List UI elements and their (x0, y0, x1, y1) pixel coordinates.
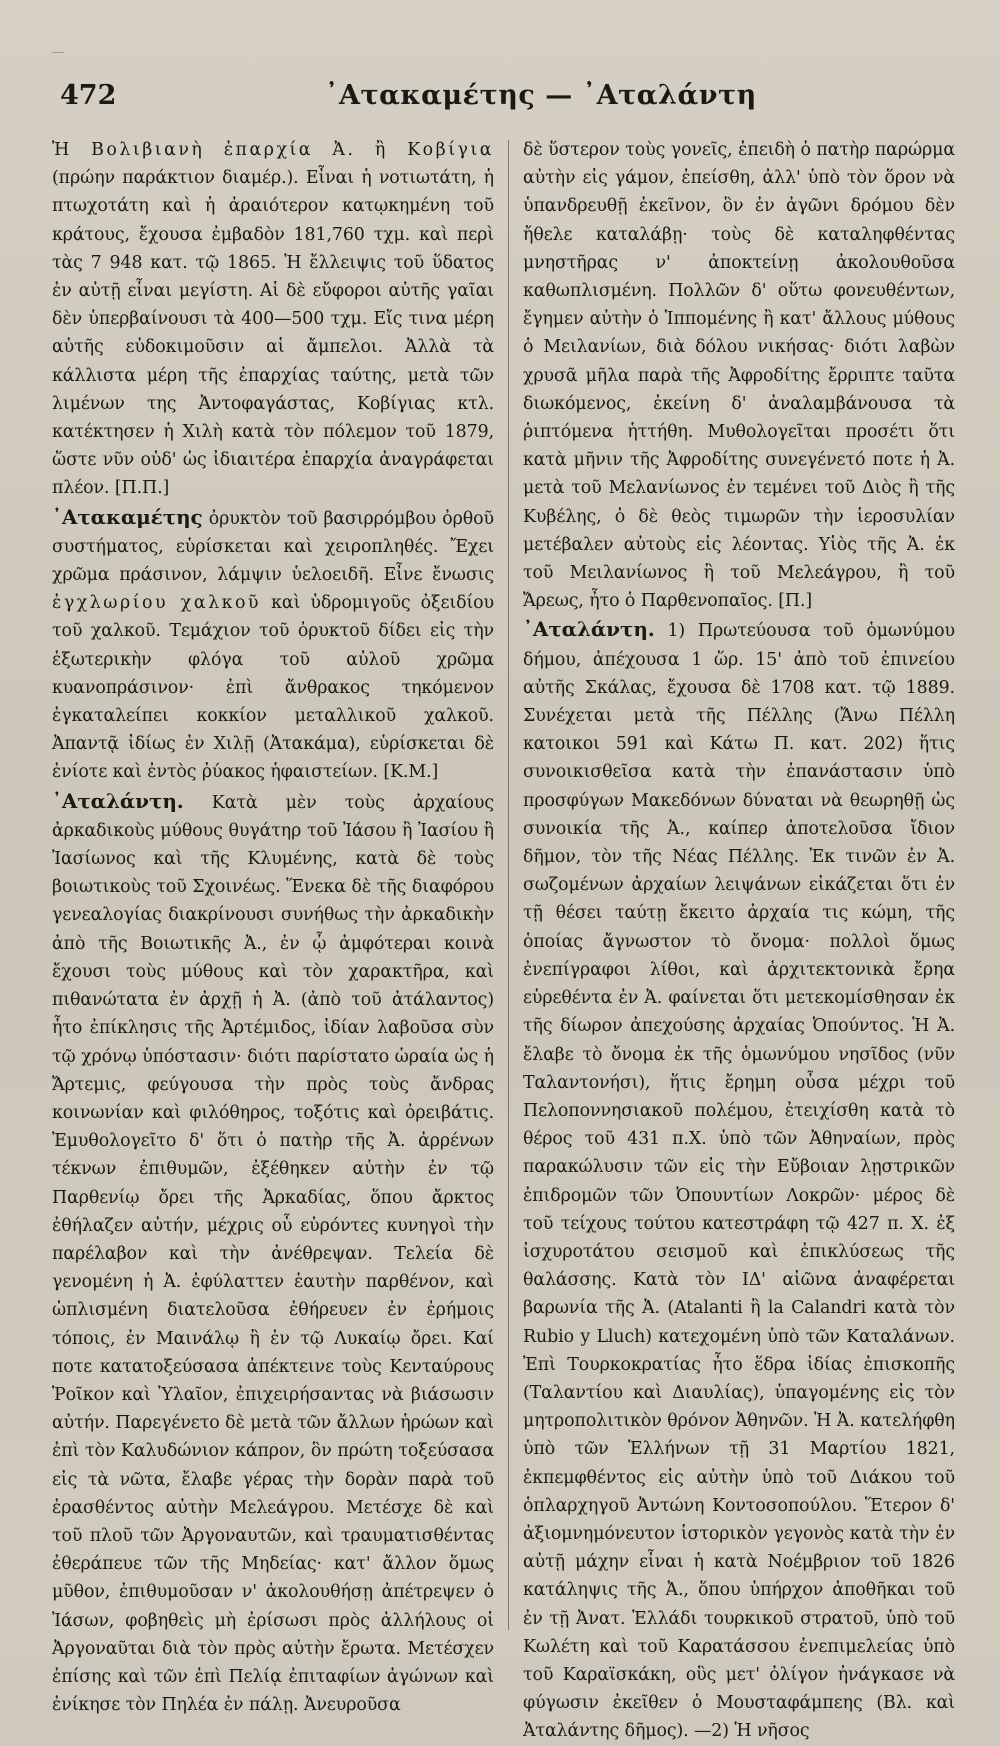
latin-author: Rubio y Lluch (523, 1326, 646, 1347)
entry-text: καὶ ὑδρομιγοῦς ὀξειδίου τοῦ χαλκοῦ. Τεμάχιον τοῦ ὀρυκτοῦ δίδει εἰς τὴν ἐξωτερικὴν φλόγα τοῦ αὐλοῦ χρῶμα κυανοπράσινον· ἐπὶ ἄνθρακος τηκόμενον ἐγκαταλείπει κοκκίον μεταλλικοῦ χαλκοῦ. Ἀπαντᾷ ἰδίως ἐν Χιλῇ (Ἀτακάμα), εὑρίσκεται δὲ ἐνίοτε καὶ ἐντὸς ῥύακος ἡφαιστείων. [Κ.Μ.] (52, 593, 495, 783)
spaced-phrase: Ἡ Βολιβιανὴ ἐπαρχία Ἀ. ἢ Κοβίγια (52, 140, 494, 160)
entry-text: Κατὰ μὲν τοὺς ἀρχαίους ἀρκαδικοὺς μύθους θυγάτηρ τοῦ Ἰάσου ἢ Ἰασίου ἢ Ἰασίωνος καὶ τῆς Κλυμένης, κατὰ δὲ τοὺς βοιωτικοὺς τοῦ Σχοινέως. Ἕνεκα δὲ τῆς διαφόρου γενεαλογίας διακρίνουσι συνήθως τὴν ἀρκαδικὴν ἀπὸ τῆς Βοιωτικῆς Ἀ., ἐν ᾧ ἀμφότεραι κοινὰ ἔχουσι τοὺς μύθους καὶ τὸν χαρακτῆρα, καὶ πιθανώτατα ἐν ἀρχῇ ἡ Ἀ. (ἀπὸ τοῦ ἀτάλαντος) ἦτο ἐπίκλησις τῆς Ἀρτέμιδος, ἰδίαν λαβοῦσα σὺν τῷ χρόνῳ ὑπόστασιν· διότι παρίστατο ὡραία ὡς ἡ Ἄρτεμις, φεύγουσα τὴν πρὸς τοὺς ἄνδρας κοινωνίαν καὶ φιλόθηρος, τοξότις καὶ ὀρειβάτις. Ἐμυθολογεῖτο δ' ὅτι ὁ πατὴρ τῆς Ἀ. ἀρρένων τέκνων ἐπιθυμῶν, ἐξέθηκεν αὐτὴν ἐν τῷ Παρθενίῳ ὄρει τῆς Ἀρκαδίας, ὅπου ἄρκτος ἐθήλαζεν αὐτήν, μέχρις οὗ εὑρόντες κυνηγοὶ τὴν παρέλαβον καὶ τὴν ἀνέθρεψαν. Τελεία δὲ γενομένη ἡ Ἀ. ἐφύλαττεν ἑαυτὴν παρθένον, καὶ ὡπλισμένη διατελοῦσα ἐθήρευεν ἐν ἐρήμοις τόποις, ἐν Μαινάλῳ ἢ ἐν τῷ Λυκαίῳ ὄρει. Καί ποτε κατατοξεύσασα ἀπέκτεινε τοὺς Κενταύρους Ῥοῖκον καὶ Ὑλαῖον, ἐπιχειρήσαντας νὰ βιάσωσιν αὐτήν. Παρεγένετο δὲ μετὰ τῶν ἄλλων ἡρώων καὶ ἐπὶ τὸν Καλυδώνιον κάπρον, ὃν πρώτη τοξεύσασα εἰς τὰ νῶτα, ἔλαβε γέρας τὴν δορὰν παρὰ τοῦ ἐρασθέντος αὐτὴν Μελεάγρου. Μετέσχε δὲ καὶ τοῦ πλοῦ τῶν Ἀργοναυτῶν, καὶ τραυματισθέντας ἐθεράπευε τῶν τῆς Μηδείας· κατ' ἄλλον ὅμως μῦθον, ἐπιθυμοῦσαν ν' ἀκολουθήσῃ ἀπέτρεψεν ὁ Ἰάσων, φοβηθεὶς μὴ ἐρίσωσι πρὸς ἀλλήλους οἱ Ἀργοναῦται διὰ τὸν πρὸς αὐτὴν ἔρωτα. Μετέσχεν ἐπίσης καὶ τῶν ἐπὶ Πελίᾳ ἐπιταφίων ἀγώνων καὶ ἐνίκησε τὸν Πηλέα ἐν πάλῃ. Ἀνευροῦσα (52, 792, 494, 1716)
entry-atalanta-myth (52, 787, 494, 1720)
entry-text: κατὰ τὸν (866, 1298, 955, 1319)
entry-atalanti-town (523, 615, 955, 1745)
running-head: ᾿Ατακαμέτης — ᾿Αταλάντη (325, 80, 757, 111)
entry-text: 1) Πρωτεύουσα τοῦ ὁμωνύμου δήμου, ἀπέχουσα 1 ὥρ. 15' ἀπὸ τοῦ ἐπινείου αὐτῆς Σκάλας, ἔχουσα δὲ 1708 κατ. τῷ 1889. Συνέχεται μετὰ τῆς Πέλλης (Ἄνω Πέλλη κατοικοι 591 καὶ Κάτω Π. κατ. 202) ἥτις συνοικισθεῖσα κατὰ τὴν ἐπανάστασιν ὑπὸ προσφύγων Μακεδόνων δύναται νὰ θεωρηθῇ ὡς συνοικία τῆς Ἀ., καίπερ ἀποτελοῦσα ἴδιον δῆμον, τὸν τῆς Νέας Πέλλης. Ἐκ τινῶν ἐν Ἀ. σωζομένων ἀρχαίων λειψάνων εἰκάζεται ὅτι ἐν τῇ θέσει ταύτῃ ἔκειτο ἀρχαία τις κώμη, τῆς ὁποίας ἄγνωστον τὸ ὄνομα· πολλοὶ ὅμως ἐνεπίγραφοι λίθοι, καὶ ἀρχιτεκτονικὰ ἔρηα εὑρεθέντα ἐν Ἀ. φαίνεται ὅτι μετεκομίσθησαν ἐκ τῆς δίωρον ἀπεχούσης ἀρχαίας Ὀπούντος. Ἡ Ἀ. ἔλαβε τὸ ὄνομα ἐκ τῆς ὁμωνύμου νησῖδος (νῦν Ταλαντονήσι), ἥτις ἔρημη οὖσα μέχρι τοῦ Πελοποννησιακοῦ πολέμου, ἐτειχίσθη κατὰ τὸ θέρος τοῦ 431 π.Χ. ὑπὸ τῶν Ἀθηναίων, πρὸς παρακώλυσιν τῶν εἰς τὴν Εὔβοιαν λῃστρικῶν ἐπιδρομῶν τῶν Ὀπουντίων Λοκρῶν· μέρος δὲ τοῦ τείχους τούτου κατεστράφη τῷ 427 π. Χ. ἐξ ἰσχυροτάτου σεισμοῦ καὶ ἐπικλύσεως τῆς θαλάσσης. Κατὰ τὸν ΙΔ' αἰῶνα ἀναφέρεται βαρωνία τῆς Ἀ. ( (523, 621, 955, 1319)
entry-headword: ᾿Αταλάντη. (52, 788, 184, 813)
page-header (0, 80, 1000, 120)
column-divider (508, 140, 509, 1630)
page-mark (52, 52, 64, 59)
entry-headword: ᾿Ατακαμέτης (52, 504, 203, 529)
right-column (523, 136, 955, 1742)
spaced-phrase: ἐγχλωρίου χαλκοῦ (52, 593, 262, 614)
entry-atacamite (52, 503, 494, 787)
entry-headword: ᾿Αταλάντη. (523, 617, 655, 642)
latin-name: Atalanti ἢ la Calandri (674, 1298, 867, 1319)
entry-atacama-province (52, 136, 494, 503)
entry-text: (πρώην παράκτιον διαμέρ.). Εἶναι ἡ νοτιωτάτη, ἡ πτωχοτάτη καὶ ἡ ἀραιότερον κατῳκημένη τοῦ κράτους, ἔχουσα ἐμβαδὸν 181,760 τχμ. καὶ περὶ τὰς 7 948 κατ. τῷ 1865. Ἡ ἔλλειψις τοῦ ὕδατος ἐν αὐτῇ εἶναι μεγίστη. Αἱ δὲ εὔφοροι αὐτῆς γαῖαι δὲν ὑπερβαίνουσι τὰ 400—500 τχμ. Εἴς τινα μέρη αὐτῆς εὐδοκιμοῦσιν αἱ ἄμπελοι. Ἀλλὰ τὰ κάλλιστα μέρη τῆς ἐπαρχίας ταύτης, μετὰ τῶν λιμένων της Ἀντοφαγάστας, Κοβίγιας κτλ. κατέκτησεν ἡ Χιλὴ κατὰ τὸν πόλεμον τοῦ 1879, ὥστε νῦν οὐδ' ὡς ἰδιαιτέρα ἐπαρχία ἀναγράφεται πλέον. [Π.Π.] (52, 168, 494, 499)
entry-text: ὀρυκτὸν τοῦ βασιρρόμβου ὀρθοῦ συστήματος, εὑρίσκεται καὶ χειροπληθές. Ἔχει χρῶμα πράσινον, λάμψιν ὑελοειδῆ. Εἶνε ἔνωσις (52, 508, 494, 586)
left-column (52, 136, 495, 1716)
entry-atalanta-myth-continued (523, 136, 955, 615)
page-number: 472 (60, 80, 117, 111)
entry-text: δὲ ὕστερον τοὺς γονεῖς, ἐπειδὴ ὁ πατὴρ παρώρμα αὐτὴν εἰς γάμον, ἐπείσθη, ἀλλ' ὑπὸ τὸν ὅρον νὰ ὑπανδρευθῇ ἐκεῖνον, ὃν ἐν ἀγῶνι δρόμου δὲν ἤθελε καταλάβῃ· τοὺς δὲ καταληφθέντας μνηστῆρας ν' ἀποκτείνῃ ἀκολουθοῦσα καθωπλισμένη. Πολλῶν δ' οὕτω φονευθέντων, ἔγημεν αὐτὴν ὁ Ἱππομένης ἢ κατ' ἄλλους μύθους ὁ Μειλανίων, διὰ δόλου νικήσας· διότι λαβὼν χρυσᾶ μῆλα παρὰ τῆς Ἀφροδίτης ἔρριπτε ταῦτα διωκόμενος, ἐκείνη δ' ἀναλαμβάνουσα τὰ ῥιπτόμενα ἡττήθη. Μυθολογεῖται προσέτι ὅτι κατὰ μῆνιν τῆς Ἀφροδίτης συνεγένετό ποτε ἡ Ἀ. μετὰ τοῦ Μελανίωνος ἐν τεμένει τοῦ Διὸς ἢ τῆς Κυβέλης, ὁ δὲ θεὸς τιμωρῶν τὴν ἱεροσυλίαν μετέβαλεν αὐτοὺς εἰς λέοντας. Υἱὸς τῆς Ἀ. ἐκ τοῦ Μειλανίωνος ἢ τοῦ Μελεάγρου, ἢ τοῦ Ἄρεως, ἦτο ὁ Παρθενοπαῖος. [Π.] (523, 140, 955, 612)
entry-text: ) κατεχομένη ὑπὸ τῶν Καταλάνων. Ἐπὶ Τουρκοκρατίας ἦτο ἕδρα ἰδίας ἐπισκοπῆς (Ταλαντίου καὶ Διαυλίας), ὑπαγομένης εἰς τὸν μητροπολιτικὸν θρόνον Ἀθηνῶν. Ἡ Ἀ. κατελήφθη ὑπὸ τῶν Ἑλλήνων τῇ 31 Μαρτίου 1821, ἐκπεμφθέντος εἰς αὐτὴν ὑπὸ τοῦ Διάκου τοῦ ὁπλαρχηγοῦ Ἀντώνη Κοντοσοπούλου. Ἕτερον δ' ἀξιομνημόνευτον ἱστορικὸν γεγονὸς κατὰ τὴν ἐν αὐτῇ μάχην εἶναι ἡ κατὰ Νοέμβριον τοῦ 1826 κατάληψις τῆς Ἀ., ὅπου ὑπήρχον ἀποθῆκαι τοῦ ἐν τῇ Ἀνατ. Ἑλλάδι τουρκικοῦ στρατοῦ, ὑπὸ τοῦ Κωλέτη καὶ τοῦ Καρατάσσου ἐνεπιμελείας ὑπὸ τοῦ Καραϊσκάκη, οὓς μετ' ὀλίγον ἠνάγκασε νὰ φύγωσιν ἐκεῖθεν ὁ Μουσταφάμπεης (Βλ. καὶ Ἀταλάντης δῆμος). —2) Ἡ νῆσος (523, 1326, 955, 1742)
